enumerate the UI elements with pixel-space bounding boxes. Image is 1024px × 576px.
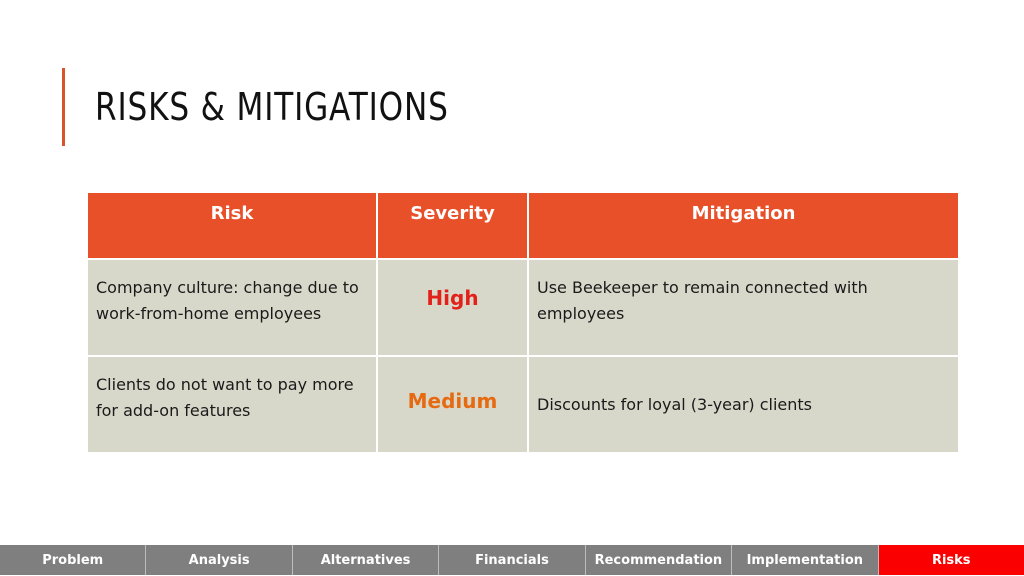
- header-risk: Risk: [87, 192, 377, 259]
- nav-item-problem[interactable]: Problem: [0, 545, 146, 575]
- mitigation-cell: [528, 356, 959, 453]
- nav-item-risks[interactable]: Risks: [879, 545, 1024, 575]
- risk-cell: [87, 356, 377, 453]
- risk-text: Clients do not want to pay more for add-on features: [96, 374, 354, 420]
- severity-cell: [377, 259, 528, 356]
- table-row: [87, 356, 959, 453]
- severity-badge-high: High: [426, 285, 479, 310]
- nav-item-alternatives[interactable]: Alternatives: [293, 545, 439, 575]
- risk-text: Company culture: change due to work-from-home employees: [96, 277, 359, 323]
- table-row: [87, 259, 959, 356]
- section-nav-bar: [0, 545, 1024, 575]
- mitigation-text: Discounts for loyal (3-year) clients: [537, 394, 813, 414]
- risk-table: [86, 191, 960, 454]
- page-title: RISKS & MITIGATIONS: [95, 85, 449, 129]
- nav-item-implementation[interactable]: Implementation: [732, 545, 878, 575]
- nav-item-recommendation[interactable]: Recommendation: [586, 545, 732, 575]
- risk-cell: [87, 259, 377, 356]
- severity-badge-medium: Medium: [407, 388, 498, 413]
- severity-cell: [377, 356, 528, 453]
- header-mitigation: Mitigation: [528, 192, 959, 259]
- mitigation-text: Use Beekeeper to remain connected with employees: [537, 277, 868, 323]
- title-accent-bar: [62, 68, 65, 146]
- nav-item-analysis[interactable]: Analysis: [146, 545, 292, 575]
- header-severity: Severity: [377, 192, 528, 259]
- table-header-row: [87, 192, 959, 259]
- mitigation-cell: [528, 259, 959, 356]
- nav-item-financials[interactable]: Financials: [439, 545, 585, 575]
